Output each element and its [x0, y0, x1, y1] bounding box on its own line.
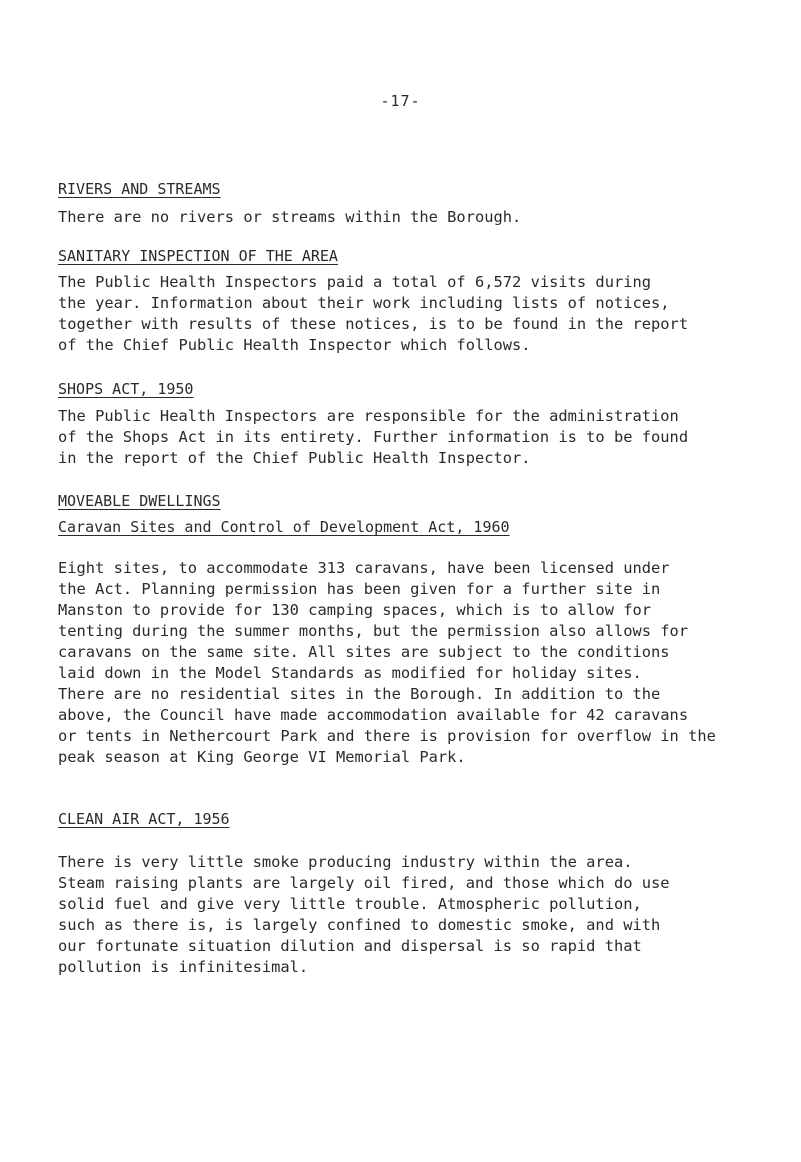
page-number: -17-: [380, 92, 421, 110]
subheading-caravan-sites-act: Caravan Sites and Control of Development Act, 1960: [58, 518, 510, 536]
heading-rivers-and-streams: RIVERS AND STREAMS: [58, 180, 221, 198]
heading-clean-air-act: CLEAN AIR ACT, 1956: [58, 810, 230, 828]
paragraph-caravan-sites: Eight sites, to accommodate 313 caravans, have been licensed under the Act. Planning permission has been given for a further site in Manston to provide for 130 camping spaces, which is to allow for tenting during the summer months, but the permission also allows for caravans on the same site. All sites are subject to the conditions laid down in the Model Standards as modified for holiday sites. There are no residential sites in the Borough. In addition to the above, the Council have made accommodation available for 42 caravans or tents in Nethercourt Park and there is provision for overflow in the peak season at King George VI Memorial Park.: [58, 559, 716, 766]
paragraph-shops-act: The Public Health Inspectors are responsible for the administration of the Shops Act in its entirety. Further information is to be found in the report of the Chief Public Health Inspector.: [58, 407, 689, 467]
heading-sanitary-inspection: SANITARY INSPECTION OF THE AREA: [58, 247, 338, 265]
paragraph-sanitary-inspection: The Public Health Inspectors paid a total of 6,572 visits during the year. Information about their work including lists of notices, together with results of these notices, is to be found in the report of the Chief Public Health Inspector which follows.: [58, 273, 689, 354]
paragraph-clean-air: There is very little smoke producing industry within the area. Steam raising plants are largely oil fired, and those which do use solid fuel and give very little trouble. Atmospheric pollution, such as there is, is largely confined to domestic smoke, and with our fortunate situation dilution and dispersal is so rapid that pollution is infinitesimal.: [58, 853, 670, 976]
paragraph-rivers: There are no rivers or streams within the Borough.: [58, 208, 522, 226]
heading-shops-act: SHOPS ACT, 1950: [58, 380, 194, 398]
heading-moveable-dwellings: MOVEABLE DWELLINGS: [58, 492, 221, 510]
